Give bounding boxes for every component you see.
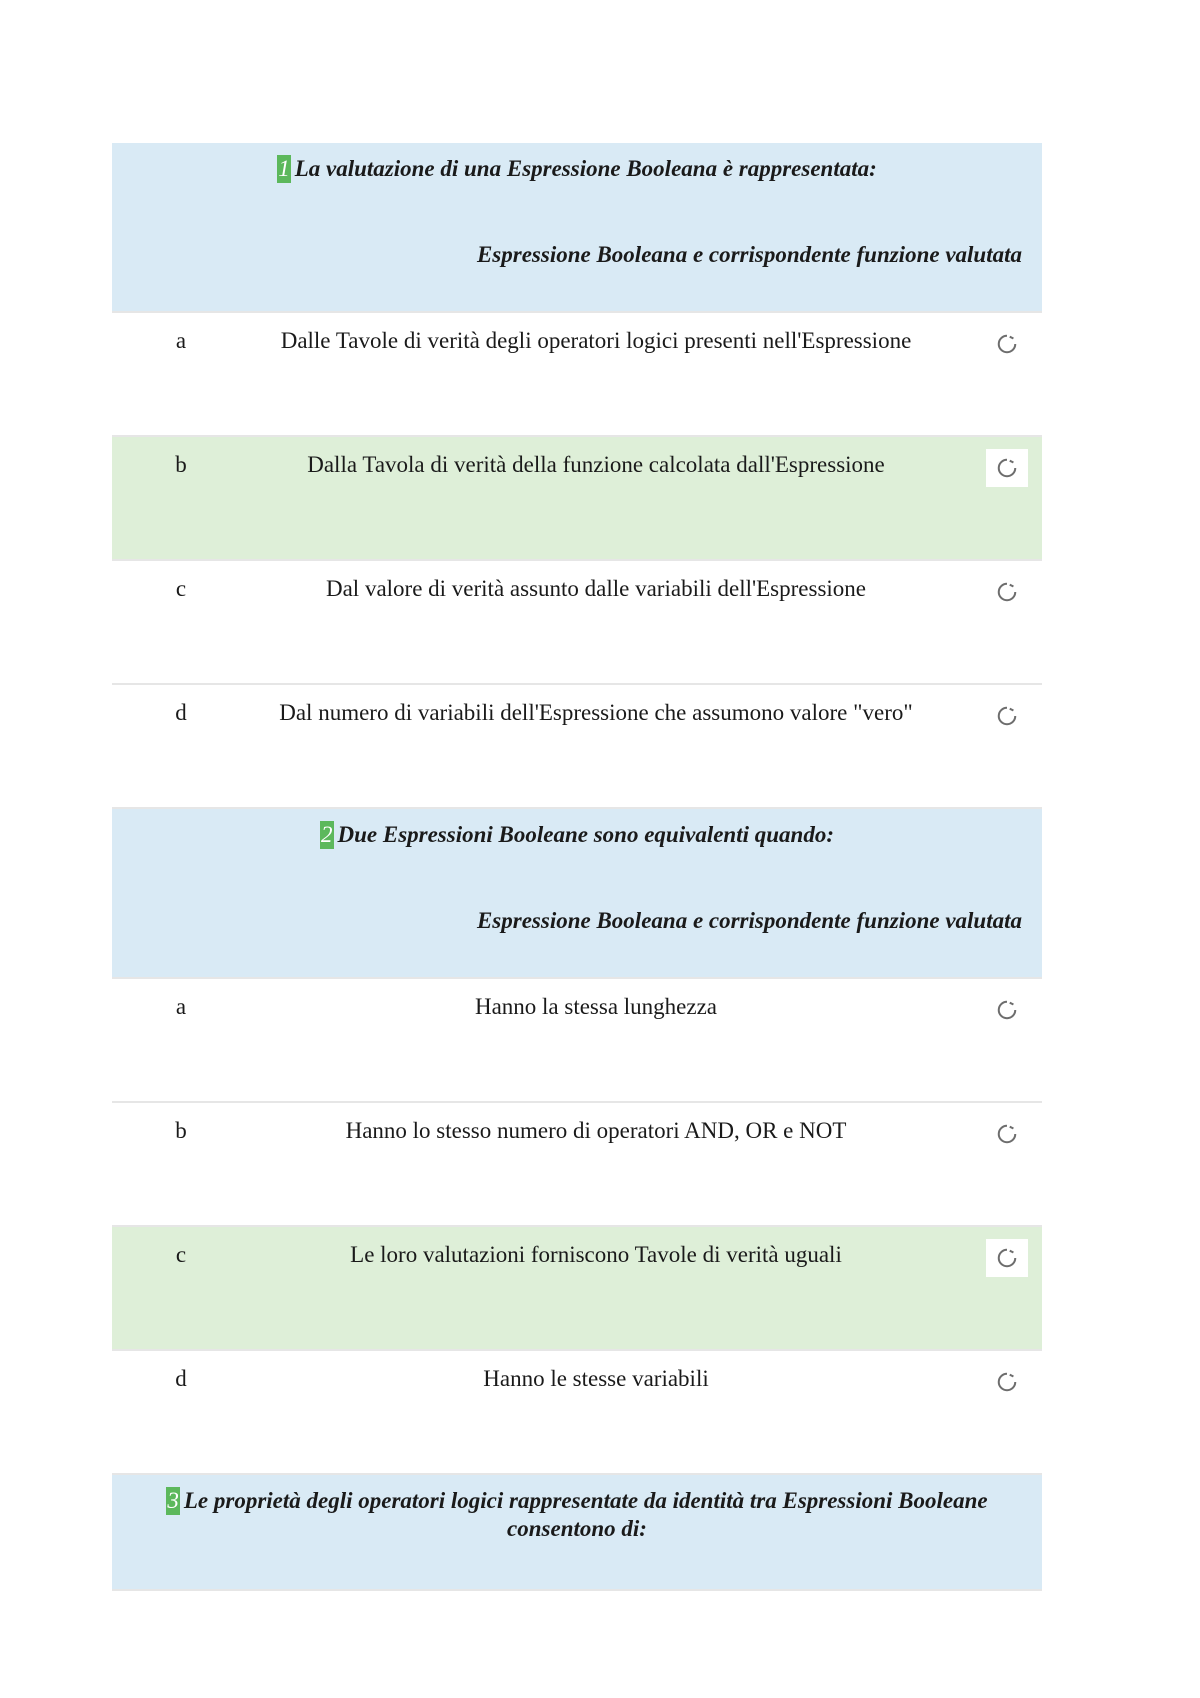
question-header — [112, 1475, 1042, 1591]
option-letter: b — [175, 452, 187, 477]
answer-option-correct[interactable] — [112, 437, 1042, 561]
radio-loading-icon[interactable] — [986, 991, 1028, 1029]
answer-option[interactable] — [112, 313, 1042, 437]
radio-loading-icon[interactable] — [986, 449, 1028, 487]
option-letter: c — [175, 576, 187, 601]
question-number-badge: 3 — [167, 1488, 179, 1513]
question-header — [112, 809, 1042, 979]
question-subtitle: Espressione Booleana e corrispondente funzione valutata — [476, 242, 1022, 267]
quiz-table — [112, 143, 1042, 1591]
option-text: Le loro valutazioni forniscono Tavole di verità uguali — [350, 1242, 842, 1267]
option-text: Hanno la stessa lunghezza — [474, 994, 718, 1019]
question-header — [112, 143, 1042, 313]
radio-loading-icon[interactable] — [986, 1239, 1028, 1277]
radio-loading-icon[interactable] — [986, 325, 1028, 363]
question-number-badge: 2 — [321, 822, 333, 847]
option-letter: b — [175, 1118, 187, 1143]
answer-option[interactable] — [112, 979, 1042, 1103]
answer-option[interactable] — [112, 685, 1042, 809]
option-text: Dalle Tavole di verità degli operatori logici presenti nell'Espressione — [280, 328, 912, 353]
option-text: Dal numero di variabili dell'Espressione che assumono valore "vero" — [279, 700, 913, 725]
question-title — [112, 1475, 1042, 1543]
question-title — [112, 809, 1042, 849]
option-letter: d — [175, 700, 187, 725]
option-letter: c — [175, 1242, 187, 1267]
question-text: Le proprietà degli operatori logici rappresentate da identità tra Espressioni Booleane consentono di: — [183, 1488, 988, 1541]
option-text: Dalla Tavola di verità della funzione calcolata dall'Espressione — [307, 452, 885, 477]
question-title — [112, 143, 1042, 183]
question-text: La valutazione di una Espressione Booleana è rappresentata: — [294, 156, 877, 181]
radio-loading-icon[interactable] — [986, 697, 1028, 735]
question-subtitle: Espressione Booleana e corrispondente funzione valutata — [476, 908, 1022, 933]
answer-option[interactable] — [112, 1351, 1042, 1475]
question-text: Due Espressioni Booleane sono equivalenti quando: — [337, 822, 834, 847]
radio-loading-icon[interactable] — [986, 573, 1028, 611]
radio-loading-icon[interactable] — [986, 1363, 1028, 1401]
option-text: Dal valore di verità assunto dalle variabili dell'Espressione — [325, 576, 866, 601]
answer-option[interactable] — [112, 561, 1042, 685]
radio-loading-icon[interactable] — [986, 1115, 1028, 1153]
option-letter: a — [175, 328, 187, 353]
option-letter: a — [175, 994, 187, 1019]
answer-option[interactable] — [112, 1103, 1042, 1227]
answer-option-correct[interactable] — [112, 1227, 1042, 1351]
option-letter: d — [175, 1366, 187, 1391]
option-text: Hanno lo stesso numero di operatori AND, OR e NOT — [345, 1118, 847, 1143]
question-number-badge: 1 — [278, 156, 290, 181]
option-text: Hanno le stesse variabili — [483, 1366, 709, 1391]
